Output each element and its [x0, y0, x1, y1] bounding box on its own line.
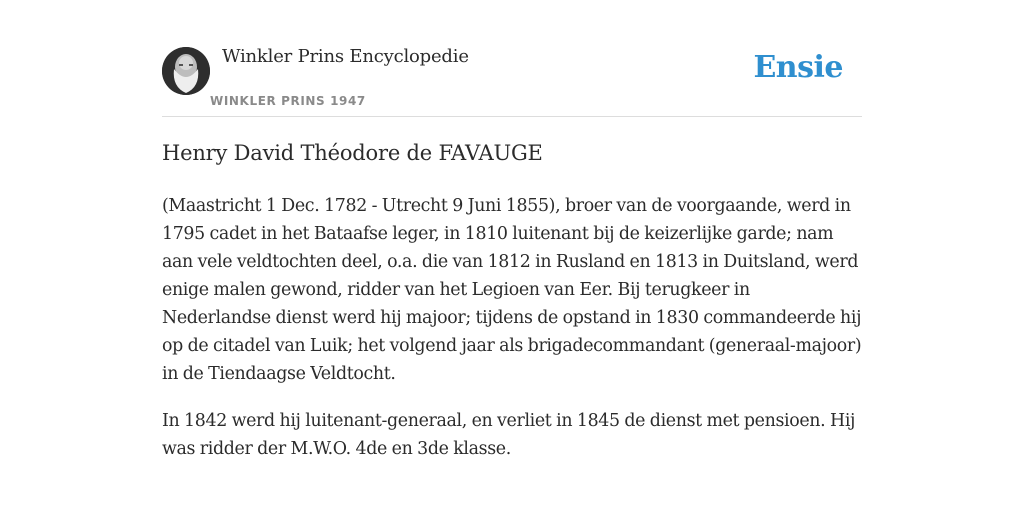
edition-label[interactable]: WINKLER PRINS 1947	[210, 94, 366, 108]
source-title[interactable]: Winkler Prins Encyclopedie	[222, 46, 469, 67]
article-body	[162, 192, 862, 482]
article-paragraph: In 1842 werd hij luitenant-generaal, en verliet in 1845 de dienst met pensioen. Hij was ridder der M.W.O. 4de en 3de klasse.	[162, 411, 856, 459]
article-paragraph: (Maastricht 1 Dec. 1782 - Utrecht 9 Juni 1855), broer van de voorgaande, werd in 1795 cadet in het Bataafse leger, in 1810 luitenant bij de keizerlijke garde; nam aan vele veldtochten deel, o.a. die van 1812 in Rusland en 1813 in Duitsland, werd enige malen gewond, ridder van het Legioen van Eer. Bij terugkeer in Nederlandse dienst werd hij majoor; tijdens de opstand in 1830 commandeerde hij op de citadel van Luik; het volgend jaar als brigadecommandant (generaal-majoor) in de Tiendaagse Veldtocht.	[162, 196, 862, 384]
ensie-logo[interactable]: Ensie	[753, 50, 843, 85]
source-header	[162, 0, 862, 117]
article-title: Henry David Théodore de FAVAUGE	[162, 141, 543, 165]
article-card	[162, 0, 862, 459]
portrait-avatar-icon[interactable]	[162, 47, 210, 95]
